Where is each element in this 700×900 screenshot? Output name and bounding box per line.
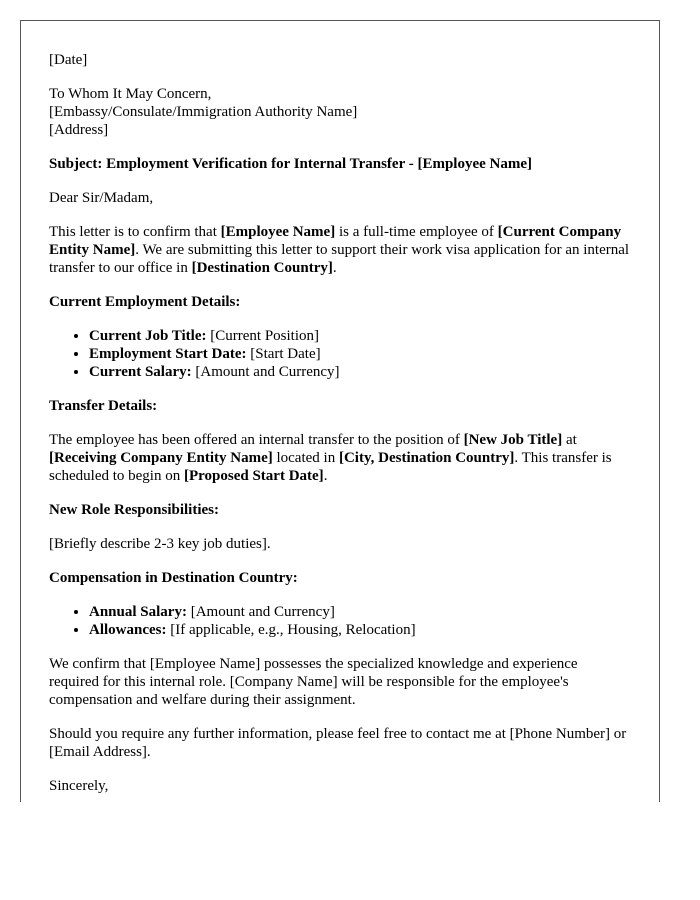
closing: Sincerely, xyxy=(49,778,109,794)
recipient-address: [Address] xyxy=(49,122,109,138)
list-item: • Current Salary: [Amount and Currency] xyxy=(89,363,631,381)
letter-date: [Date] xyxy=(49,52,88,68)
current-employment-list xyxy=(49,327,631,381)
current-employment-heading: Current Employment Details: xyxy=(49,294,241,310)
list-item: • Annual Salary: [Amount and Currency] xyxy=(89,603,631,621)
list-item: • Allowances: [If applicable, e.g., Housing, Relocation] xyxy=(89,621,631,639)
contact-paragraph: Should you require any further information, please feel free to contact me at [Phone Number] or [Email Address]. xyxy=(49,726,627,760)
list-item: • Employment Start Date: [Start Date] xyxy=(89,345,631,363)
letter-page xyxy=(20,20,660,802)
salutation: Dear Sir/Madam, xyxy=(49,190,154,206)
recipient-line: To Whom It May Concern, xyxy=(49,86,212,102)
role-heading: New Role Responsibilities: xyxy=(49,502,219,518)
recipient-block xyxy=(49,85,631,139)
transfer-paragraph: The employee has been offered an internal transfer to the position of [New Job Title] at [Receiving Company Entity Name] located in [City, Destination Country]. This transfer is scheduled to begin on [Proposed Start Date]. xyxy=(49,432,612,484)
transfer-heading: Transfer Details: xyxy=(49,398,158,414)
role-text: [Briefly describe 2-3 key job duties]. xyxy=(49,536,271,552)
list-item: • Current Job Title: [Current Position] xyxy=(89,327,631,345)
compensation-list xyxy=(49,603,631,639)
recipient-authority: [Embassy/Consulate/Immigration Authority Name] xyxy=(49,104,358,120)
confirmation-paragraph: We confirm that [Employee Name] possesses the specialized knowledge and experience required for this internal role. [Company Name] will be responsible for the employee's compensation and welfare during their assignment. xyxy=(49,656,578,708)
compensation-heading: Compensation in Destination Country: xyxy=(49,570,298,586)
subject-line: Subject: Employment Verification for Internal Transfer - [Employee Name] xyxy=(49,156,532,172)
intro-paragraph: This letter is to confirm that [Employee Name] is a full-time employee of [Current Company Entity Name]. We are submitting this letter to support their work visa application for an internal transfer to our office in [Destination Country]. xyxy=(49,224,630,276)
